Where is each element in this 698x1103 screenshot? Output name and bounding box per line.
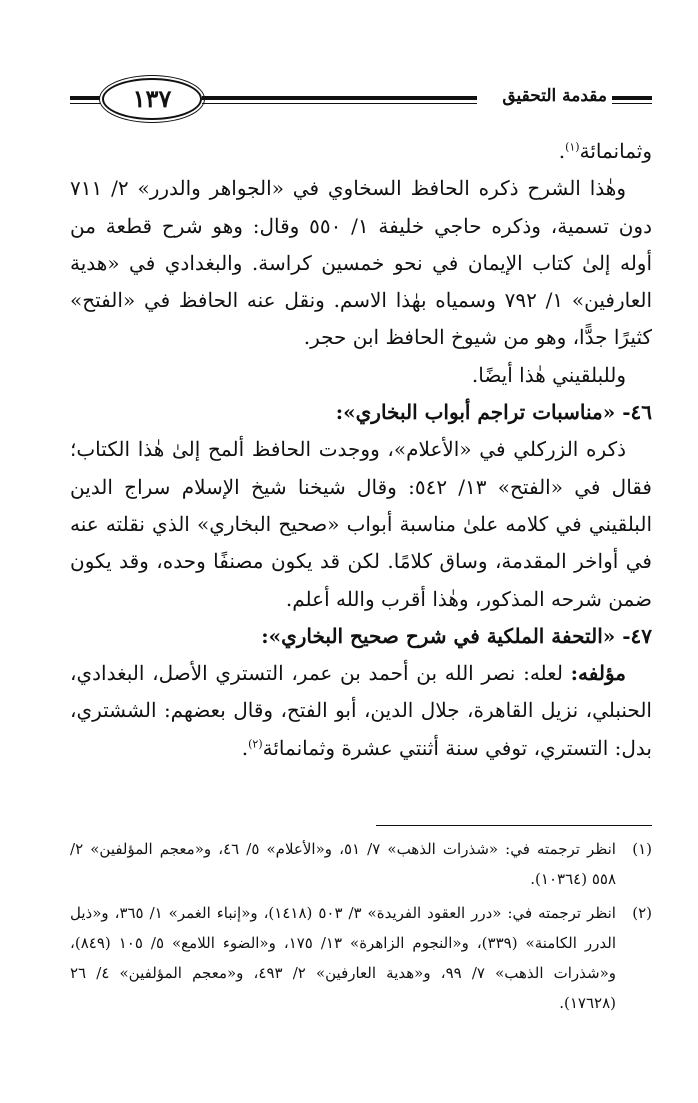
entry-heading-47: ٤٧- «التحفة الملكية في شرح صحيح البخاري»: <box>261 623 652 648</box>
footnote-1 <box>70 834 652 894</box>
footnote-number: (٢) <box>632 904 652 922</box>
paragraph-bulqini: وللبلقيني هٰذا أيضًا. <box>471 362 626 387</box>
header-rule-middle <box>202 96 477 100</box>
footnote-2 <box>70 898 652 1018</box>
entry-heading-46: ٤٦- «مناسبات تراجم أبواب البخاري»: <box>335 400 652 425</box>
footnotes <box>70 834 652 1022</box>
footnote-text: انظر ترجمته في: «شذرات الذهب» ٧/ ٥١، و«الأعلام» ٥/ ٤٦، و«معجم المؤلفين» ٢/ ٥٥٨ (١٠٣٦٤). <box>70 840 616 888</box>
author-label: مؤلفه: <box>570 661 626 686</box>
paragraph-entry-47: مؤلفه: لعله: نصر الله بن أحمد بن عمر، التستري الأصل، البغدادي، الحنبلي، نزيل القاهرة، جلال الدين، أبو الفتح، وقال بعضهم: الششتري، بدل: التستري، توفي سنة أثنتي عشرة وثمانمائة$^{(٢)}$. <box>70 661 652 760</box>
paragraph-entry-46: ذكره الزركلي في «الأعلام»، ووجدت الحافظ ألمح إلىٰ هٰذا الكتاب؛ فقال في «الفتح» ١٣/ ٥٤٢: وقال شيخنا شيخ الإسلام سراج الدين البلقيني في كلامه علىٰ مناسبة أبواب «صحيح البخاري» الذي نقلته عنه في أواخر المقدمة، وساق كلامًا. لكن قد يكون مصنفًا وحده، وقد يكون ضمن شرحه المذكور، وهٰذا أقرب والله أعلم. <box>70 437 652 611</box>
footnote-separator <box>376 825 652 826</box>
footnote-ref-1[interactable]: (١) <box>565 140 580 154</box>
footnote-ref-2[interactable]: (٢) <box>248 737 263 751</box>
header-rule-right <box>612 96 652 100</box>
footnote-number: (١) <box>632 840 652 858</box>
footnote-text: انظر ترجمته في: «درر العقود الفريدة» ٣/ ٥٠٣ (١٤١٨)، و«إنباء الغمر» ١/ ٣٦٥، و«ذيل الدرر الكامنة» (٣٣٩)، و«النجوم الزاهرة» ١٣/ ١٧٥، و«الضوء اللامع» ٥/ ١٠٥ (٨٤٩)، و«شذرات الذهب» ٧/ ٩٩، و«هدية العارفين» ٢/ ٤٩٣، و«معجم المؤلفين» ٤/ ٢٦ (١٧٦٢٨). <box>70 904 617 1012</box>
main-text <box>70 133 652 767</box>
paragraph-sharh: وهٰذا الشرح ذكره الحافظ السخاوي في «الجواهر والدرر» ٢/ ٧١١ دون تسمية، وذكره حاجي خليفة ١/ ٥٥٠ وقال: وهو شرح قطعة من أوله إلىٰ كتاب الإيمان في نحو خمسين كراسة. والبغدادي في «هدية العارفين» ١/ ٧٩٢ وسمياه بهٰذا الاسم. ونقل عنه الحافظ في «الفتح» كثيرًا جدًّا، وهو من شيوخ الحافظ ابن حجر. <box>70 176 653 350</box>
paragraph-continuation: وثمانمائة$^{(١)}$. <box>558 139 652 163</box>
running-header <box>70 76 652 124</box>
header-title: مقدمة التحقيق <box>502 86 607 106</box>
page-number: ١٣٧ <box>102 78 202 120</box>
